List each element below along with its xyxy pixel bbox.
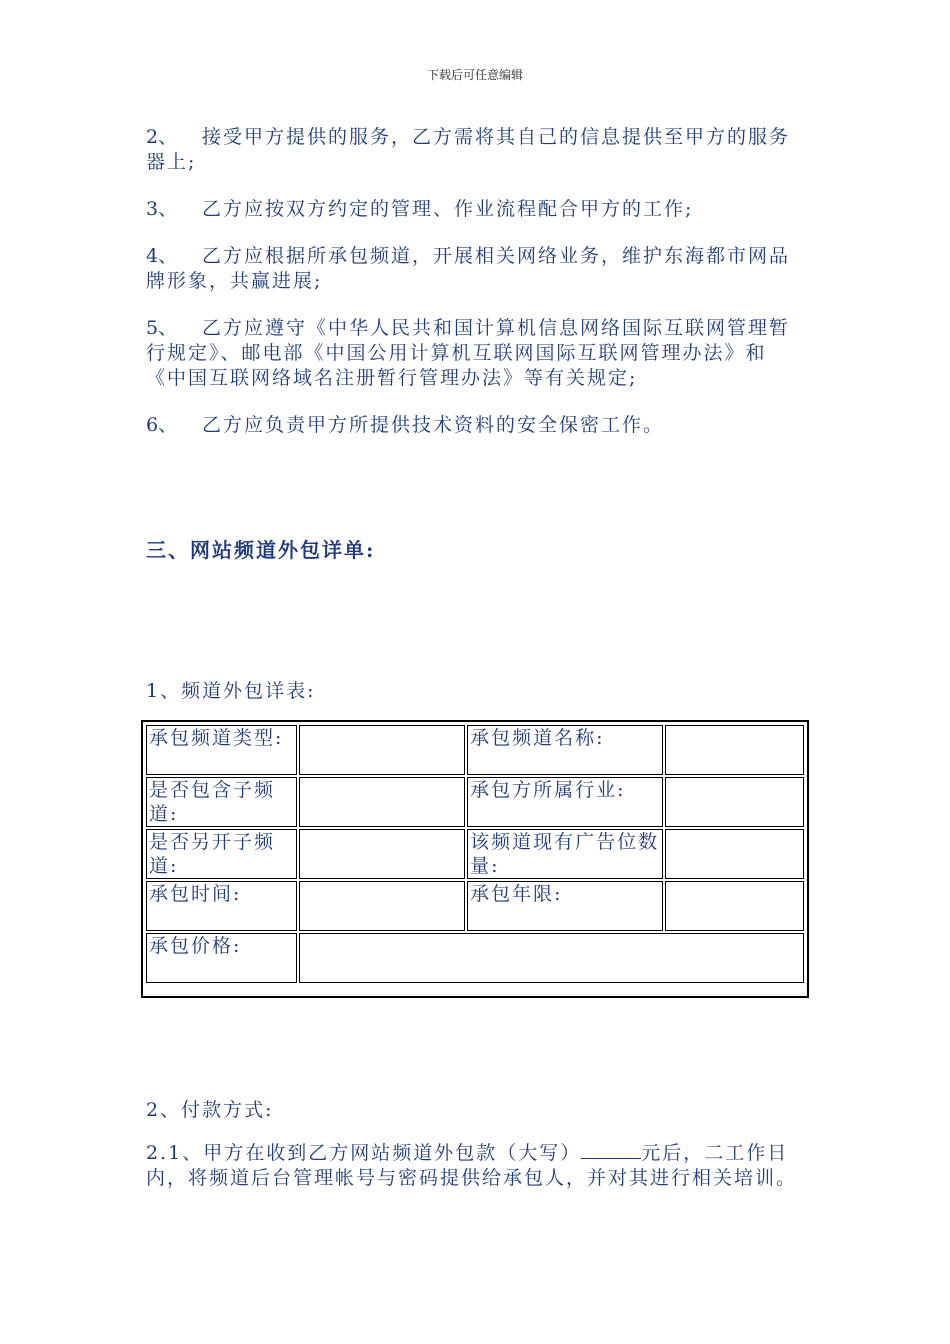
clause-text-before: 2.1、甲方在收到乙方网站频道外包款（大写）: [146, 1142, 582, 1164]
table-cell-label: 承包频道名称:: [467, 725, 663, 775]
table-cell-value: [665, 881, 804, 931]
table-cell-label: 该频道现有广告位数量:: [467, 829, 663, 879]
clause-text-after: 元后，二工作日内，将频道后台管理帐号与密码提供给承包人，并对其进行相关培训。: [146, 1142, 798, 1189]
table-row: [146, 725, 804, 775]
table-cell-label: 承包方所属行业:: [467, 777, 663, 827]
outsourcing-table: [141, 720, 809, 998]
table-row: [146, 777, 804, 827]
amount-blank: [581, 1140, 641, 1159]
table-cell-label: 是否包含子频道:: [146, 777, 297, 827]
payment-clause: [146, 1140, 806, 1191]
table-cell-value: [665, 725, 804, 775]
table-title: 1、频道外包详表:: [146, 680, 316, 702]
item-number: 2、: [146, 126, 178, 148]
list-item: [146, 413, 806, 438]
table-cell-value: [299, 881, 465, 931]
table-cell-label: 承包时间:: [146, 881, 297, 931]
section-heading: 三、网站频道外包详单:: [146, 538, 376, 562]
table-row: [146, 829, 804, 879]
table-cell-value: [665, 777, 804, 827]
list-item: [146, 197, 806, 222]
list-item: [146, 244, 806, 294]
item-number: 4、: [146, 245, 178, 267]
item-text: 乙方应遵守《中华人民共和国计算机信息网络国际互联网管理暂行规定》、邮电部《中国公用计算机互联网国际互联网管理办法》和《中国互联网络域名注册暂行管理办法》等有关规定;: [146, 317, 791, 389]
table-cell-label: 承包价格:: [146, 933, 297, 983]
table-cell-value: [299, 933, 804, 983]
item-number: 3、: [146, 198, 178, 220]
item-text: 接受甲方提供的服务，乙方需将其自己的信息提供至甲方的服务器上;: [146, 126, 791, 173]
payment-title: 2、付款方式:: [146, 1099, 274, 1121]
list-item: [146, 125, 806, 175]
table-cell-value: [299, 829, 465, 879]
table-row: [146, 881, 804, 931]
table-cell-value: [299, 725, 465, 775]
table-row: [146, 933, 804, 983]
item-number: 5、: [146, 317, 178, 339]
item-text: 乙方应按双方约定的管理、作业流程配合甲方的工作;: [202, 198, 694, 220]
page-header: 下载后可任意编辑: [426, 68, 523, 82]
item-text: 乙方应负责甲方所提供技术资料的安全保密工作。: [202, 414, 665, 436]
table-cell-value: [299, 777, 465, 827]
table-cell-label: 承包频道类型:: [146, 725, 297, 775]
item-text: 乙方应根据所承包频道，开展相关网络业务，维护东海都市网品牌形象，共赢进展;: [146, 245, 791, 292]
table-cell-value: [665, 829, 804, 879]
list-item: [146, 316, 806, 391]
table-cell-label: 承包年限:: [467, 881, 663, 931]
table-cell-label: 是否另开子频道:: [146, 829, 297, 879]
item-number: 6、: [146, 414, 178, 436]
